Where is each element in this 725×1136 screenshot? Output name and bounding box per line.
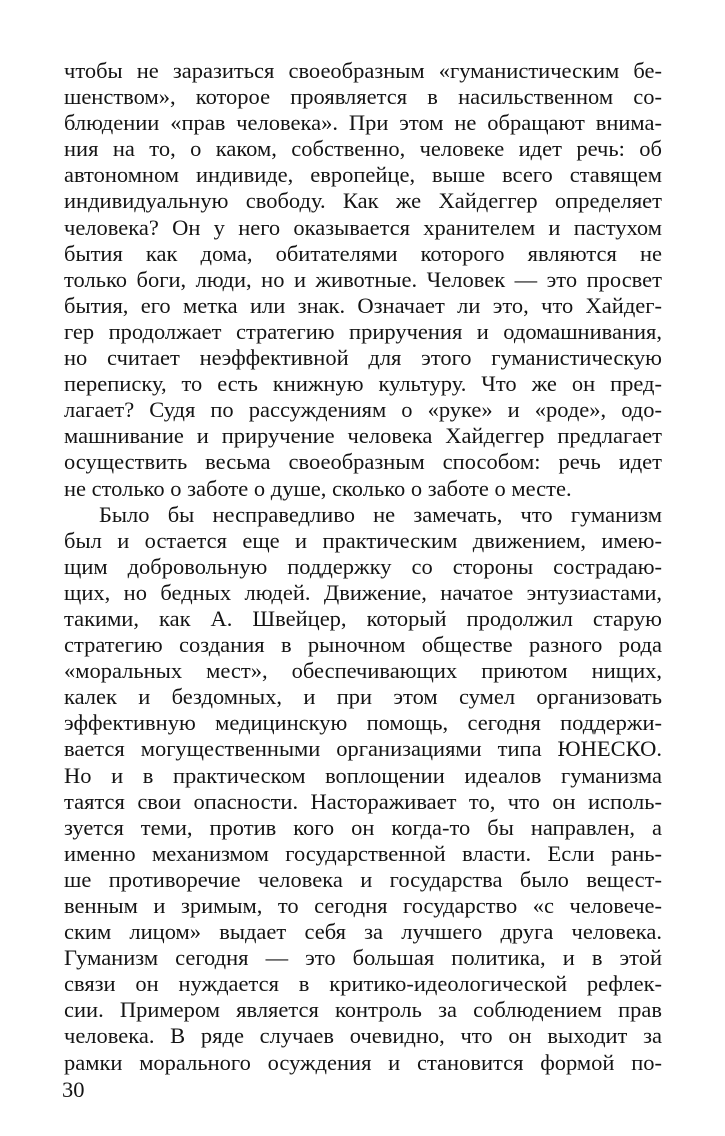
text-line: вается могущественными организациями типа ЮНЕСКО. bbox=[64, 736, 662, 762]
text-line: именно механизмом государственной власти. Если рань- bbox=[64, 840, 662, 866]
text-line: был и остается еще и практическим движением, имею- bbox=[64, 527, 662, 553]
text-line: человека. В ряде случаев очевидно, что он выходит за bbox=[64, 1023, 662, 1049]
text-line: Было бы несправедливо не замечать, что гуманизм bbox=[99, 501, 662, 527]
text-line: человека? Он у него оказывается хранителем и пастухом bbox=[64, 214, 662, 240]
text-line: Гуманизм сегодня — это большая политика, и в этой bbox=[64, 945, 662, 971]
text-line: автономном индивиде, европейце, выше всего ставящем bbox=[64, 162, 662, 188]
text-line: зуется теми, против кого он когда-то бы направлен, а bbox=[64, 814, 662, 840]
text-line: щих, но бедных людей. Движение, начатое энтузиастами, bbox=[64, 579, 662, 605]
paragraph-1 bbox=[64, 58, 662, 502]
text-line: эффективную медицинскую помощь, сегодня поддержи- bbox=[64, 710, 662, 736]
text-line: сии. Примером является контроль за соблюдением прав bbox=[64, 997, 662, 1023]
text-line: бытия, его метка или знак. Означает ли это, что Хайдег- bbox=[64, 292, 662, 318]
text-line: ше противоречие человека и государства было вещест- bbox=[64, 866, 662, 892]
page-number: 30 bbox=[62, 1077, 85, 1102]
text-line: «моральных мест», обеспечивающих приютом нищих, bbox=[64, 658, 662, 684]
text-line: переписку, то есть книжную культуру. Что же он пред- bbox=[64, 371, 662, 397]
text-line: стратегию создания в рыночном обществе разного рода bbox=[64, 632, 662, 658]
text-line: такими, как А. Швейцер, который продолжил старую bbox=[64, 605, 662, 631]
text-line: осуществить весьма своеобразным способом: речь идет bbox=[64, 449, 662, 475]
text-line: связи он нуждается в критико-идеологической рефлек- bbox=[64, 971, 662, 997]
text-line: гер продолжает стратегию приручения и одомашнивания, bbox=[64, 318, 662, 344]
body-text bbox=[64, 58, 662, 1076]
text-line: машнивание и приручение человека Хайдеггер предлагает bbox=[64, 423, 662, 449]
text-line: таятся свои опасности. Настораживает то, что он исполь- bbox=[64, 788, 662, 814]
text-line: венным и зримым, то сегодня государство «с человече- bbox=[64, 893, 662, 918]
text-line: ния на то, о каком, собственно, человеке идет речь: об bbox=[64, 136, 662, 162]
text-line: лагает? Судя по рассуждениям о «руке» и «роде», одо- bbox=[64, 397, 662, 423]
text-line: калек и бездомных, и при этом сумел организовать bbox=[64, 684, 662, 710]
text-line: только боги, люди, но и животные. Человек — это просвет bbox=[64, 266, 662, 292]
text-line: шенством», которое проявляется в насильственном со- bbox=[64, 84, 662, 110]
text-line: рамки морального осуждения и становится формой по- bbox=[64, 1049, 662, 1075]
text-line: бытия как дома, обитателями которого являются не bbox=[64, 240, 662, 266]
text-line: не столько о заботе о душе, сколько о заботе о месте. bbox=[64, 475, 572, 501]
text-line: блюдении «прав человека». При этом не обращают внима- bbox=[64, 110, 662, 136]
text-line: чтобы не заразиться своеобразным «гуманистическим бе- bbox=[64, 58, 662, 83]
text-line: Но и в практическом воплощении идеалов гуманизма bbox=[64, 762, 662, 788]
text-line: щим добровольную поддержку со стороны сострадаю- bbox=[64, 553, 662, 579]
text-line: ским лицом» выдает себя за лучшего друга человека. bbox=[64, 919, 662, 945]
paragraph-2 bbox=[64, 502, 662, 1076]
text-line: индивидуальную свободу. Как же Хайдеггер определяет bbox=[64, 188, 662, 214]
text-line: но считает неэффективной для этого гуманистическую bbox=[64, 345, 662, 371]
